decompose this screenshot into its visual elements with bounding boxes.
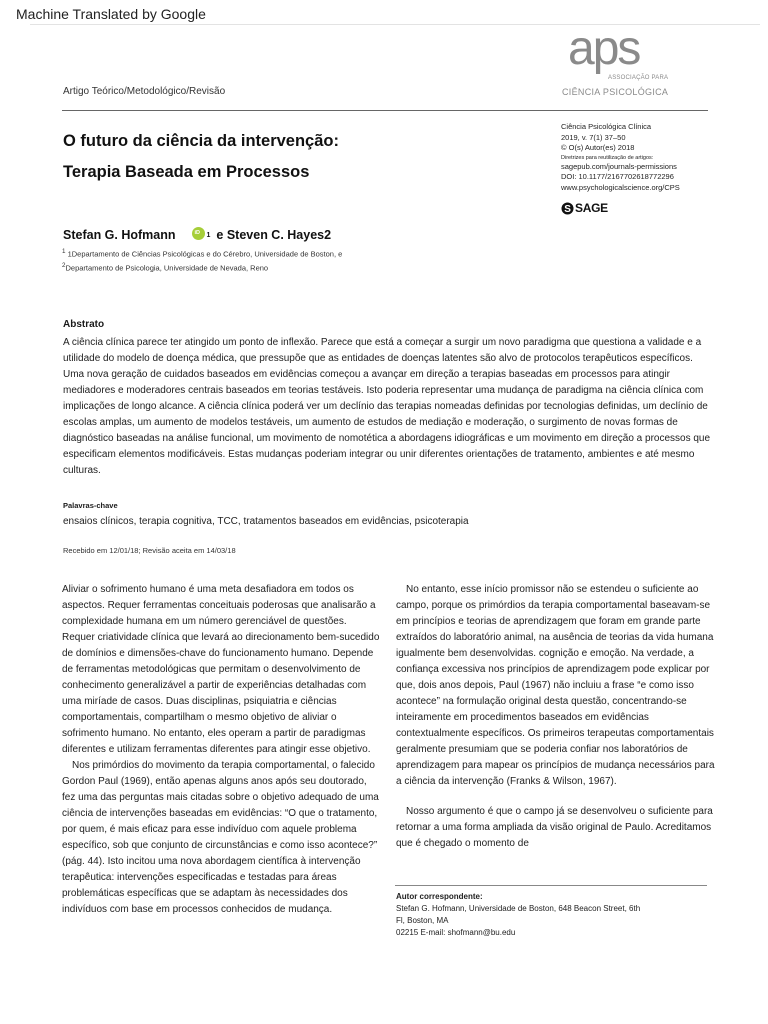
orcid-icon[interactable]	[192, 227, 205, 240]
aps-logo-mark	[568, 28, 660, 74]
body-right-paragraph-1: No entanto, esse início promissor não se estendeu o suficiente ao campo, porque os primórdios da terapia comportamental baseavam-se em princípios e teorias de aprendizagem que foram em grande parte extraídos do laboratório animal, na ausência de teorias da vida humana igualmente bem desenvolvidas. cognição e emoção. Na verdade, a confiança excessiva nos princípios de aprendizagem pode explicar por que, dois anos depois, Paul (1967) não incluiu a frase “e como isso acontece” na formulação original desta questão, concentrando-se inteiramente em procedimentos baseados em evidências contextualmente específicos. Os primeiros terapeutas comportamentais geralmente presumiam que se poderia confiar nos laboratórios de aprendizagem para mapear os princípios de mudança necessários para a ciência da intervenção (Franks & Wilson, 1967).	[396, 584, 715, 787]
journal-site-link[interactable]: www.psychologicalscience.org/CPS	[561, 182, 680, 192]
keywords-text: ensaios clínicos, terapia cognitiva, TCC, tratamentos baseados em evidências, psicoterapia	[63, 516, 469, 527]
aps-logo	[562, 28, 722, 100]
logo-name: CIÊNCIA PSICOLÓGICA	[562, 87, 669, 97]
journal-volume: 2019, v. 7(1) 37–50	[561, 132, 626, 142]
author-1-affiliation-mark: 1	[206, 231, 211, 239]
correspondence-line-2: Fl, Boston, MA	[396, 916, 449, 925]
correspondence-block	[396, 891, 640, 939]
affiliation-1-mark: 1	[62, 248, 66, 255]
affiliation-1	[62, 248, 342, 259]
body-right-paragraph-2: Nosso argumento é que o campo já se desenvolveu o suficiente para retornar a uma forma ampliada da visão original de Paulo. Acreditamos que é chegado o momento de	[396, 806, 713, 849]
journal-meta	[561, 122, 741, 193]
permissions-link[interactable]: sagepub.com/journals-permissions	[561, 161, 677, 171]
author-line	[63, 228, 331, 242]
correspondence-divider	[395, 885, 707, 886]
title-line-1: O futuro da ciência da intervenção:	[63, 132, 339, 150]
body-column-left	[62, 582, 382, 918]
abstract-text: A ciência clínica parece ter atingido um ponto de inflexão. Parece que está a começar a surgir um novo paradigma que questiona a validade e a utilidade do modelo de doença médica, que pressupõe que as entidades de doenças latentes são alvo de protocolos terapêuticos específicos. Uma nova geração de cuidados baseados em evidências começou a avançar em direção a terapias baseadas em processos para atingir mediadores e moderadores centrais baseados em teorias testáveis. Isto poderia representar uma mudança de paradigma na ciência clínica com implicações de longo alcance. A ciência clínica poderá ver um declínio das terapias nomeadas definidas por tecnologias definidas, um declínio de escolas amplas, um aumento de modelos testáveis, um aumento de estudos de mediação e moderação, o surgimento de novas formas de diagnóstico baseadas na análise funcional, um movimento de nomotética a abordagens idiográficas e um movimento em direção a processos que especificam elementos modificáveis. Estas mudanças poderiam integrar ou unir diferentes orientações de tratamento, ambientes e até mesmo culturas.	[63, 337, 711, 476]
received-dates: Recebido em 12/01/18; Revisão aceita em 14/03/18	[63, 546, 236, 555]
correspondence-line-3[interactable]: 02215 E-mail: shofmann@bu.edu	[396, 928, 516, 937]
body-column-right	[396, 582, 716, 852]
affiliation-1-text: 1Departamento de Ciências Psicológicas e do Cérebro, Universidade de Boston, e	[67, 249, 343, 259]
header-divider	[62, 110, 708, 111]
author-1: Stefan G. Hofmann	[63, 228, 176, 242]
author-2: e Steven C. Hayes2	[216, 228, 332, 242]
keywords-heading: Palavras-chave	[63, 501, 118, 510]
body-left-paragraph-1: Aliviar o sofrimento humano é uma meta desafiadora em todos os aspectos. Requer ferramentas conceituais poderosas que analisarão a complexidade humana em um número gerenciável de questões. Requer criatividade clínica que levará ao direcionamento bem-sucedido de domínios e dimensões-chave do funcionamento humano. Depende de ferramentas metodológicas que permitam o desenvolvimento de conhecimento generalizável a partir de experiências detalhadas com uma miríade de casos. Duas disciplinas, psiquiatria e ciências comportamentais, compartilham o mesmo objetivo de aliviar o sofrimento humano. No entanto, eles operam a partir de paradigmas diferentes e utilizam ferramentas diferentes para atingir esse objetivo.	[62, 584, 380, 755]
copyright: © O(s) Autor(es) 2018	[561, 143, 635, 152]
aps-logo-text: aps	[568, 28, 640, 74]
abstract-heading: Abstrato	[63, 319, 105, 330]
sage-logo	[561, 201, 608, 215]
banner-divider	[30, 24, 760, 25]
reuse-guidelines: Diretrizes para reutilização de artigos:	[561, 154, 654, 161]
sage-wordmark: SAGE	[575, 201, 608, 215]
orcid-label: iD	[194, 229, 201, 236]
affiliation-2-text: Departamento de Psicologia, Universidade de Nevada, Reno	[65, 263, 269, 273]
body-left-paragraph-2: Nos primórdios do movimento da terapia comportamental, o falecido Gordon Paul (1969), então apenas alguns anos após seu doutorado, fez uma das perguntas mais citadas sobre o objetivo adequado de uma ciência de intervenções baseadas em evidências: “O que o tratamento, por quem, é mais eficaz para esse indivíduo com aquele problema específico, sob que conjunto de circunstâncias e como isso acontece?” (pág. 44). Isto incitou uma nova abordagem científica à intervenção terapêutica: intervenções especificadas e testadas para áreas problemáticas específicas que se adaptam às necessidades dos indivíduos com base em processos conhecidos de mudança.	[62, 760, 379, 915]
logo-association: ASSOCIAÇÃO PARA	[608, 75, 669, 81]
paragraph-gap	[396, 790, 716, 804]
title-line-2: Terapia Baseada em Processos	[63, 163, 310, 181]
svg-text:S: S	[564, 203, 571, 215]
affiliation-2-mark: 2	[62, 262, 66, 269]
affiliation-2	[62, 262, 268, 273]
correspondence-line-1: Stefan G. Hofmann, Universidade de Boston, 648 Beacon Street, 6th	[396, 904, 641, 913]
article-type: Artigo Teórico/Metodológico/Revisão	[63, 86, 226, 97]
journal-name: Ciência Psicológica Clínica	[561, 122, 652, 131]
sage-s-icon	[561, 202, 574, 215]
doi[interactable]: DOI: 10.1177/2167702618772296	[561, 172, 674, 181]
machine-translated-banner: Machine Translated by Google	[16, 6, 206, 22]
correspondence-heading: Autor correspondente:	[396, 892, 483, 901]
